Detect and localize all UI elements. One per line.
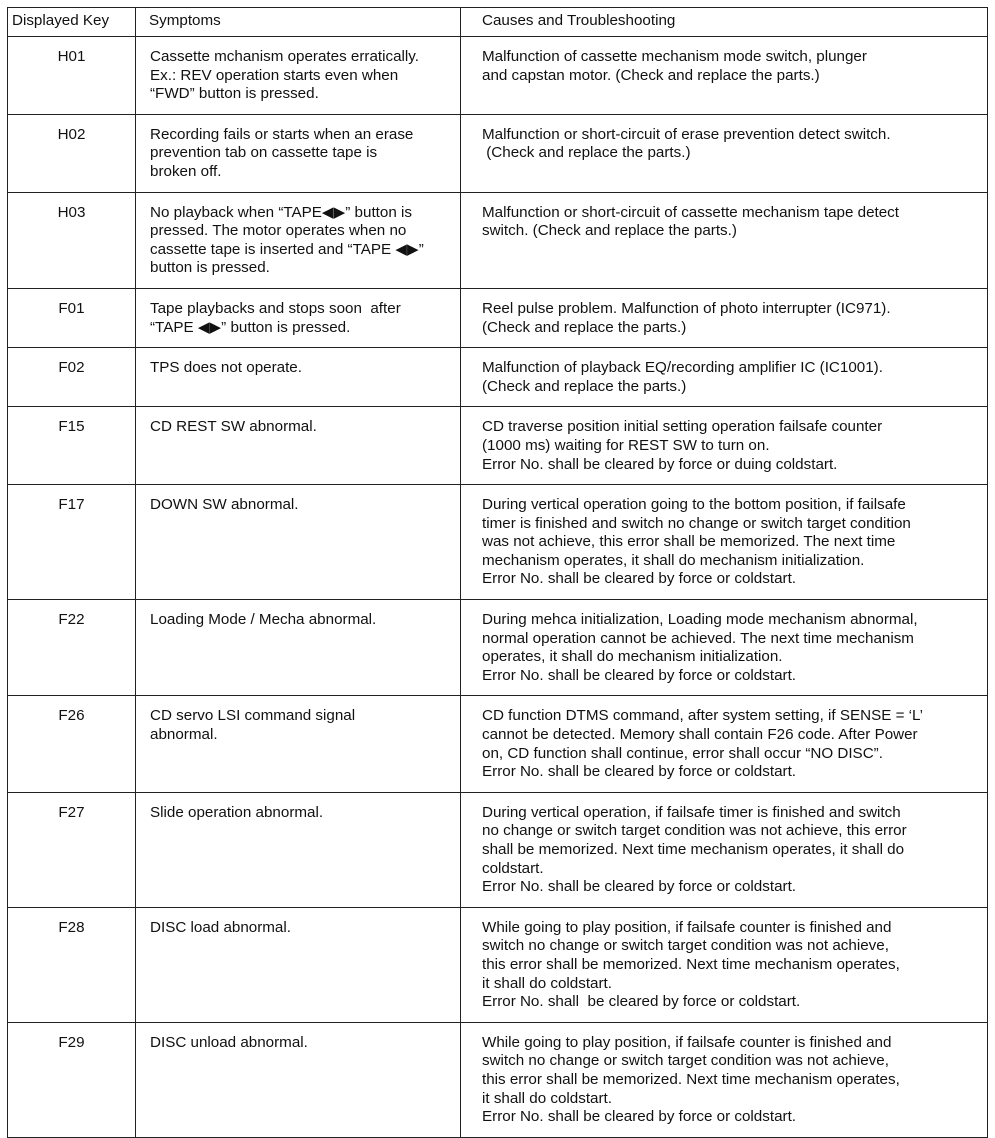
symptoms-cell	[136, 192, 461, 288]
cause-line: Malfunction of playback EQ/recording amplifier IC (IC1001).	[482, 359, 883, 377]
cause-line: coldstart.	[482, 859, 544, 877]
cause-line: During vertical operation going to the bottom position, if failsafe	[482, 496, 906, 514]
cause-line: it shall do coldstart.	[482, 1089, 612, 1107]
causes-cell	[461, 485, 988, 600]
cause-line: switch no change or switch target condition was not achieve,	[482, 937, 889, 955]
causes-cell	[461, 288, 988, 347]
displayed-key-cell: F02	[8, 348, 136, 407]
causes-cell	[461, 348, 988, 407]
table-row	[8, 792, 988, 907]
symptom-line: pressed. The motor operates when no	[150, 222, 407, 240]
table-row	[8, 288, 988, 347]
symptom-line: DOWN SW abnormal.	[150, 496, 299, 514]
displayed-key-cell: F29	[8, 1022, 136, 1137]
table-row	[8, 114, 988, 192]
causes-cell	[461, 600, 988, 696]
symptom-line: “FWD” button is pressed.	[150, 85, 319, 103]
cause-line: During vertical operation, if failsafe timer is finished and switch	[482, 803, 901, 821]
cause-line: cannot be detected. Memory shall contain F26 code. After Power	[482, 726, 918, 744]
displayed-key-cell: F27	[8, 792, 136, 907]
cause-line: CD function DTMS command, after system setting, if SENSE = ‘L’	[482, 707, 924, 725]
cause-line: (Check and replace the parts.)	[482, 318, 687, 336]
symptom-line: abnormal.	[150, 726, 218, 744]
symptoms-cell	[136, 1022, 461, 1137]
cause-line: Error No. shall be cleared by force or coldstart.	[482, 666, 797, 684]
symptom-line: cassette tape is inserted and “TAPE ◀▶”	[150, 240, 424, 258]
cause-line: (Check and replace the parts.)	[482, 144, 691, 162]
symptoms-cell	[136, 600, 461, 696]
table-row	[8, 1022, 988, 1137]
causes-cell	[461, 1022, 988, 1137]
symptom-line: button is pressed.	[150, 259, 270, 277]
table-row	[8, 907, 988, 1022]
cause-line: Malfunction of cassette mechanism mode switch, plunger	[482, 48, 867, 65]
table-row	[8, 696, 988, 792]
cause-line: switch no change or switch target condition was not achieve,	[482, 1052, 889, 1070]
displayed-key-cell: F26	[8, 696, 136, 792]
cause-line: no change or switch target condition was not achieve, this error	[482, 822, 907, 840]
table-row	[8, 192, 988, 288]
symptoms-cell	[136, 37, 461, 115]
displayed-key-cell: F01	[8, 288, 136, 347]
error-code-table	[7, 7, 988, 1138]
table-row	[8, 485, 988, 600]
table-header-row	[8, 8, 988, 37]
cause-line: this error shall be memorized. Next time mechanism operates,	[482, 955, 900, 973]
causes-cell	[461, 37, 988, 115]
table-row	[8, 348, 988, 407]
cause-line: Error No. shall be cleared by force or coldstart.	[482, 570, 797, 588]
cause-line: it shall do coldstart.	[482, 974, 612, 992]
symptom-line: Recording fails or starts when an erase	[150, 125, 414, 143]
header-displayed-key: Displayed Key	[8, 8, 136, 37]
cause-line: on, CD function shall continue, error shall occur “NO DISC”.	[482, 744, 883, 762]
symptom-line: CD REST SW abnormal.	[150, 418, 317, 436]
cause-line: shall be memorized. Next time mechanism operates, it shall do	[482, 841, 905, 858]
symptom-line: Slide operation abnormal.	[150, 803, 324, 821]
symptom-line: Tape playbacks and stops soon after	[150, 299, 401, 317]
symptom-line: Ex.: REV operation starts even when	[150, 66, 399, 84]
cause-line: During mehca initialization, Loading mode mechanism abnormal,	[482, 611, 918, 629]
cause-line: Malfunction or short-circuit of erase prevention detect switch.	[482, 125, 891, 143]
cause-line: this error shall be memorized. Next time mechanism operates,	[482, 1070, 900, 1088]
symptoms-cell	[136, 114, 461, 192]
symptoms-cell	[136, 288, 461, 347]
symptom-line: DISC unload abnormal.	[150, 1033, 308, 1051]
symptom-line: CD servo LSI command signal	[150, 707, 356, 725]
symptoms-cell	[136, 485, 461, 600]
displayed-key-cell: H01	[8, 37, 136, 115]
causes-cell	[461, 792, 988, 907]
cause-line: timer is finished and switch no change or switch target condition	[482, 514, 911, 532]
cause-line: and capstan motor. (Check and replace the parts.)	[482, 66, 820, 84]
causes-cell	[461, 114, 988, 192]
symptoms-cell	[136, 407, 461, 485]
cause-line: While going to play position, if failsafe counter is finished and	[482, 1033, 892, 1051]
displayed-key-cell: H02	[8, 114, 136, 192]
displayed-key-cell: F22	[8, 600, 136, 696]
symptoms-cell	[136, 907, 461, 1022]
symptoms-cell	[136, 696, 461, 792]
causes-cell	[461, 907, 988, 1022]
cause-line: (1000 ms) waiting for REST SW to turn on.	[482, 436, 770, 454]
table-row	[8, 37, 988, 115]
cause-line: was not achieve, this error shall be memorized. The next time	[482, 533, 896, 551]
cause-line: switch. (Check and replace the parts.)	[482, 222, 737, 240]
symptom-line: Cassette mchanism operates erratically.	[150, 48, 419, 65]
causes-cell	[461, 192, 988, 288]
symptom-line: DISC load abnormal.	[150, 918, 291, 936]
symptom-line: No playback when “TAPE◀▶” button is	[150, 203, 412, 221]
displayed-key-cell: F17	[8, 485, 136, 600]
table-body	[8, 37, 988, 1138]
header-causes: Causes and Troubleshooting	[461, 8, 988, 37]
cause-line: Error No. shall be cleared by force or coldstart.	[482, 1108, 797, 1126]
cause-line: While going to play position, if failsafe counter is finished and	[482, 918, 892, 936]
symptom-line: prevention tab on cassette tape is	[150, 144, 378, 162]
symptom-line: broken off.	[150, 162, 222, 180]
header-symptoms: Symptoms	[136, 8, 461, 37]
cause-line: (Check and replace the parts.)	[482, 377, 687, 395]
causes-cell	[461, 696, 988, 792]
cause-line: Error No. shall be cleared by force or coldstart.	[482, 763, 797, 781]
symptom-line: Loading Mode / Mecha abnormal.	[150, 611, 377, 629]
symptom-line: “TAPE ◀▶” button is pressed.	[150, 318, 351, 336]
symptom-line: TPS does not operate.	[150, 359, 302, 377]
table-row	[8, 600, 988, 696]
cause-line: Error No. shall be cleared by force or coldstart.	[482, 993, 801, 1011]
symptoms-cell	[136, 348, 461, 407]
displayed-key-cell: F28	[8, 907, 136, 1022]
displayed-key-cell: H03	[8, 192, 136, 288]
cause-line: Error No. shall be cleared by force or duing coldstart.	[482, 455, 838, 473]
cause-line: Malfunction or short-circuit of cassette mechanism tape detect	[482, 203, 899, 221]
causes-cell	[461, 407, 988, 485]
cause-line: Error No. shall be cleared by force or coldstart.	[482, 878, 797, 896]
displayed-key-cell: F15	[8, 407, 136, 485]
table-row	[8, 407, 988, 485]
cause-line: normal operation cannot be achieved. The next time mechanism	[482, 629, 914, 647]
cause-line: Reel pulse problem. Malfunction of photo interrupter (IC971).	[482, 299, 891, 317]
cause-line: mechanism operates, it shall do mechanism initialization.	[482, 551, 865, 569]
symptoms-cell	[136, 792, 461, 907]
cause-line: operates, it shall do mechanism initialization.	[482, 648, 783, 666]
cause-line: CD traverse position initial setting operation failsafe counter	[482, 418, 883, 436]
